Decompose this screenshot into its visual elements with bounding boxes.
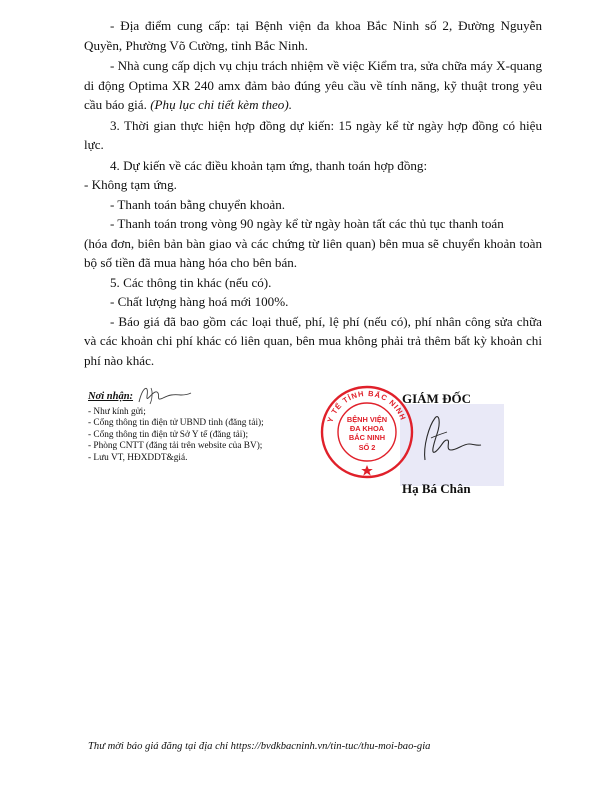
payment-timeline-continuation: (hóa đơn, biên bản bàn giao và các chứng từ liên quan) bên mua sẽ chuyển khoản toàn bộ số tiền đã mua hàng hóa cho bên bán. xyxy=(84,235,542,270)
no-advance-item: - Không tạm ứng. xyxy=(84,177,177,192)
director-signature xyxy=(395,410,485,465)
recipients-heading: Nơi nhận: xyxy=(88,391,134,402)
other-info-heading: 5. Các thông tin khác (nếu có). xyxy=(110,274,272,290)
price-inclusion-item: - Báo giá đã bao gồm các loại thuế, phí, lệ phí (nếu có), phí nhân công sửa chữa và các khoản chi phí khác có liên quan, bên mua không phải trả thêm bất kỳ khoản chi phí nào khác. xyxy=(84,313,542,368)
contract-duration-paragraph: 3. Thời gian thực hiện hợp đồng dự kiến: 15 ngày kể từ ngày hợp đồng có hiệu lực. xyxy=(84,117,542,152)
supplier-responsibility-paragraph xyxy=(84,56,542,115)
stamp-line: BỆNH VIỆN xyxy=(346,415,388,424)
recipient-item: - Lưu VT, HĐXDDT&giá. xyxy=(88,452,188,463)
initials-scribble xyxy=(133,382,193,410)
recipient-item: - Phòng CNTT (đăng tải trên website của BV); xyxy=(88,441,263,452)
supplier-responsibility-text: - Nhà cung cấp dịch vụ chịu trách nhiệm về việc Kiểm tra, sửa chữa máy X-quang di động Optima XR 240 amx đảm bảo đúng yêu cầu về tính năng, kỹ thuật trong yêu cầu báo giá. xyxy=(84,58,542,112)
recipient-item: - Như kính gửi; xyxy=(88,406,146,417)
payment-terms-heading: 4. Dự kiến về các điều khoản tạm ứng, thanh toán hợp đồng: xyxy=(110,157,428,173)
bank-transfer-item: - Thanh toán bằng chuyển khoản. xyxy=(110,196,286,212)
recipient-item: - Cổng thông tin điện tử Sở Y tế (đăng tải); xyxy=(88,429,249,440)
quality-item: - Chất lượng hàng hoá mới 100%. xyxy=(110,294,289,309)
recipients-block xyxy=(88,391,338,465)
signer-title: GIÁM ĐỐC xyxy=(402,391,471,406)
delivery-location-paragraph: - Địa điểm cung cấp: tại Bệnh viện đa khoa Bắc Ninh số 2, Đường Nguyễn Quyền, Phường Võ Cường, tỉnh Bắc Ninh. xyxy=(84,18,542,53)
payment-timeline-item: - Thanh toán trong vòng 90 ngày kể từ ngày hoàn tất các thủ tục thanh toán xyxy=(110,216,504,231)
stamp-line: BẮC NINH xyxy=(348,433,386,442)
stamp-line: SỐ 2 xyxy=(358,443,376,452)
recipient-item: - Cổng thông tin điện tử UBND tỉnh (đăng tải); xyxy=(88,418,264,429)
appendix-note: (Phụ lục chi tiết kèm theo). xyxy=(150,97,292,112)
stamp-line: ĐA KHOA xyxy=(349,424,385,433)
footer-note: Thư mời báo giá đăng tại địa chỉ https://bvdkbacninh.vn/tin-tuc/thu-moi-bao-gia xyxy=(88,741,431,752)
signer-name: Hạ Bá Chân xyxy=(402,481,471,496)
stamp-ring-text: Y TẾ TỈNH BẮC NINH xyxy=(325,388,408,424)
document-body xyxy=(84,16,542,370)
